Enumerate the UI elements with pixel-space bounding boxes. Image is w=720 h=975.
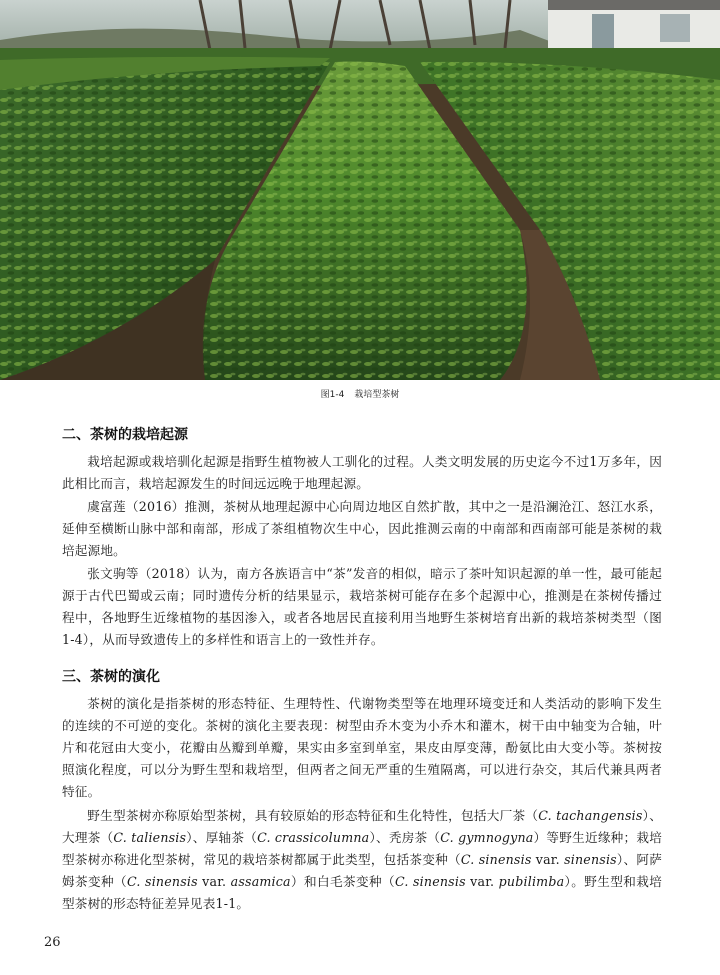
paragraph: 野生型茶树亦称原始型茶树，具有较原始的形态特征和生化特性，包括大厂茶（C. tachangensis）、大理茶（C. taliensis）、厚轴茶（C. crassicolumna）、秃房茶（C. gymnogyna）等野生近缘种；栽培型茶树亦称进化型茶树，常见的栽培茶树都属于此类型，包括茶变种（C. sinensis var. sinensis）、阿萨姆茶变种（C. sinensis var. assamica）和白毛茶变种（C. sinensis var. pubilimba）。野生型和栽培型茶树的形态特征差异见表1-1。 [62, 808, 663, 911]
tea-plantation-photo [0, 0, 720, 380]
section-tea-evolution [62, 666, 662, 915]
paragraph: 张文驹等（2018）认为，南方各族语言中“茶”发音的相似，暗示了茶叶知识起源的单一性，最可能起源于古代巴蜀或云南；同时遗传分析的结果显示，栽培茶树可能存在多个起源中心，推测是在茶树传播过程中，各地野生近缘植物的基因渗入，或者各地居民直接利用当地野生茶树培育出新的栽培茶树类型（图1-4），从而导致遗传上的多样性和语言上的一致性并存。 [62, 566, 662, 647]
figure-title: 栽培型茶树 [354, 390, 400, 400]
figure-caption [0, 387, 720, 400]
paragraph: 虞富莲（2016）推测，茶树从地理起源中心向周边地区自然扩散，其中之一是沿澜沧江、怒江水系，延伸至横断山脉中部和南部，形成了茶组植物次生中心，因此推测云南的中南部和西南部可能是茶树的栽培起源地。 [62, 499, 662, 558]
section-heading: 三、茶树的演化 [62, 669, 160, 685]
page-number: 26 [44, 935, 61, 950]
section-heading: 二、茶树的栽培起源 [62, 427, 188, 443]
figure-number: 图1-4 [320, 390, 345, 400]
section-cultivation-origin [62, 424, 662, 651]
paragraph: 栽培起源或栽培驯化起源是指野生植物被人工驯化的过程。人类文明发展的历史迄今不过1万多年，因此相比而言，栽培起源发生的时间远远晚于地理起源。 [62, 454, 662, 491]
paragraph: 茶树的演化是指茶树的形态特征、生理特性、代谢物类型等在地理环境变迁和人类活动的影响下发生的连续的不可逆的变化。茶树的演化主要表现：树型由乔木变为小乔木和灌木，树干由中轴变为合轴，叶片和花冠由大变小，花瓣由丛瓣到单瓣，果实由多室到单室，果皮由厚变薄，酚氨比由大变小等。茶树按照演化程度，可以分为野生型和栽培型，但两者之间无严重的生殖隔离，可以进行杂交，其后代兼具两者特征。 [62, 696, 662, 799]
